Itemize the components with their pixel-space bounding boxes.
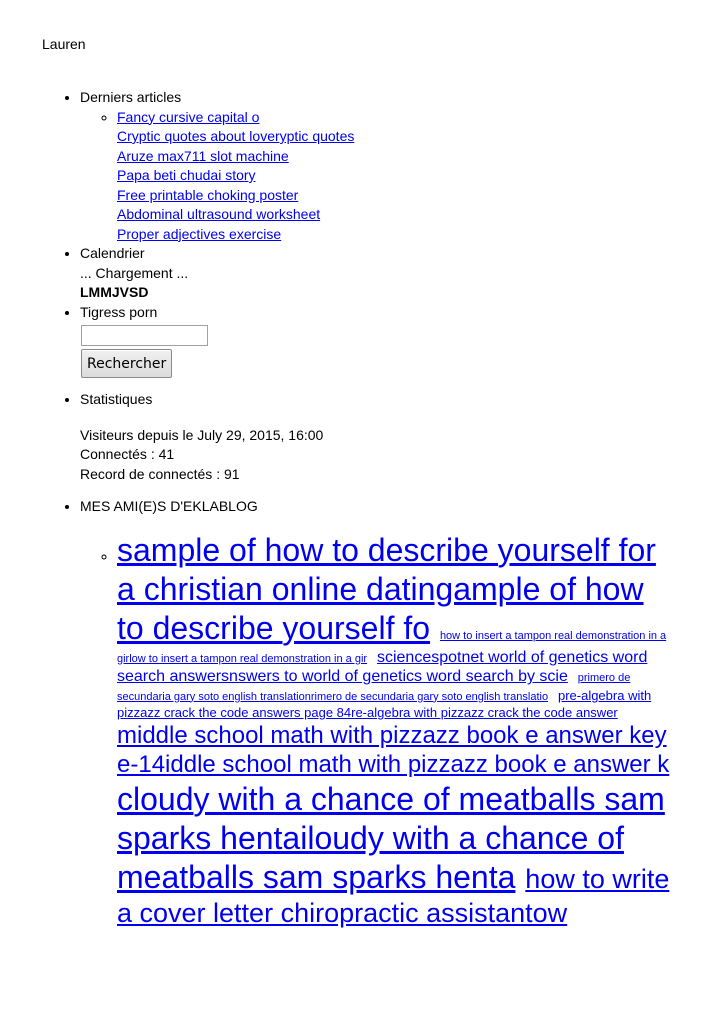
sidebar-widgets	[0, 88, 680, 930]
search-input[interactable]	[81, 325, 208, 346]
calendar-weekdays: LMMJVSD	[80, 284, 149, 300]
author-name: Lauren	[42, 36, 86, 52]
article-link[interactable]: Abdominal ultrasound worksheet	[117, 206, 321, 222]
friend-link[interactable]: pre-algebra with pizzazz crack the code answers page 84re-algebra with pizzazz crack the code answer	[117, 687, 652, 721]
friends-tag-cloud	[80, 531, 677, 930]
stats-online: Connectés : 41	[80, 446, 175, 462]
friends-heading: • MES AMI(E)S D'EKLABLOG	[80, 498, 258, 514]
article-link[interactable]: Cryptic quotes about loveryptic quotes	[117, 128, 355, 144]
article-link[interactable]: ◦ Fancy cursive capital o	[117, 108, 260, 125]
stats-block	[80, 426, 680, 485]
friend-link[interactable]: cloudy with a chance of meatballs sam sparks hentailoudy with a chance of meatballs sam sparks henta	[117, 780, 665, 895]
friend-link[interactable]: sciencespotnet world of genetics word search answersnswers to world of genetics word search by scie	[117, 648, 648, 686]
friend-link[interactable]: how to write a cover letter chiropractic assistantow	[117, 863, 670, 928]
search-button[interactable]: Rechercher	[81, 349, 172, 378]
friend-link[interactable]: primero de secundaria gary soto english translationrimero de secundaria gary soto english translatio	[117, 672, 631, 703]
calendar-widget	[80, 244, 680, 303]
calendar-heading: • Calendrier	[80, 245, 145, 261]
article-link[interactable]: Aruze max711 slot machine	[117, 147, 289, 164]
stats-heading: • Statistiques	[80, 391, 153, 407]
friend-link[interactable]: how to insert a tampon real demonstration in a girlow to insert a tampon real demonstration in a gir	[117, 629, 667, 665]
stats-visitors-since: Visiteurs depuis le July 29, 2015, 16:00	[80, 426, 324, 443]
recent-articles-widget	[80, 88, 680, 244]
recent-articles-heading: Derniers articles	[80, 89, 182, 105]
stats-widget	[80, 390, 680, 484]
search-widget	[80, 303, 680, 379]
recent-articles-list	[80, 108, 680, 245]
article-link[interactable]: Papa beti chudai story	[117, 167, 256, 183]
friend-link[interactable]: sample of how to describe yourself for a christian online datingample of how to describe yourself fo	[117, 531, 656, 646]
stats-record: Record de connectés : 91	[80, 465, 240, 482]
calendar-loading: ... Chargement ...	[80, 264, 189, 281]
friends-widget	[80, 497, 680, 930]
article-link[interactable]: Free printable choking poster	[117, 186, 299, 203]
friends-tag-cloud-item	[117, 531, 677, 930]
search-heading: • Tigress porn	[80, 303, 158, 320]
article-link[interactable]: Proper adjectives exercise	[117, 225, 282, 242]
recent-articles-item	[117, 108, 680, 245]
friend-link[interactable]: middle school math with pizzazz book e answer key e-14iddle school math with pizzazz book e answer k	[117, 722, 670, 779]
